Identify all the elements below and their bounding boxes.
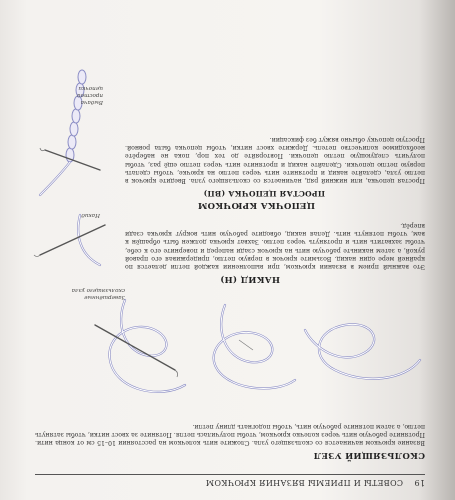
slip-knot-heading: СКОЛЬЗЯЩИЙ УЗЕЛ [313, 450, 425, 460]
yarn-over-heading: НАКИД (Н) [219, 274, 280, 284]
running-header [35, 474, 425, 488]
slip-knot-step-3 [95, 300, 185, 392]
slip-knot-step-1 [305, 324, 420, 378]
slip-knot-text: Вязание крючком начинается со скользящего узла. Сложите нить колечком на расстоянии 10–15 см от конца нити. Протяните рабочую нить через колечко крючком, чтобы получилась петля. Потяните за хвост нитки, чтобы затянуть петлю, а затем потяните рабочую нить, чтобы подогнать длину петли. [35, 422, 425, 446]
slip-knot-caption: Завершённые скользящего узла [71, 287, 125, 300]
chain-heading: ЦЕПОЧКА КРЮЧКОМ [197, 200, 315, 210]
chain-illustration [30, 50, 110, 200]
slip-knot-illustrations [35, 290, 425, 400]
chain-subheading: ПРОСТАЯ ЦЕПОЧКА (ВП) [203, 189, 325, 198]
page-number: 19 [414, 478, 425, 487]
chain-text: Простая цепочка, или нижний ряд, начинается со скользящего узла. Введите крючок в петлю узла, сделайте накид и протяните нить через петлю на крючке, чтобы сделать первую петлю цепочки. Сделайте накид и протяните нить через петлю ещё раз, чтобы получить следующую петлю цепочки. Повторяйте до тех пор, пока не наберёте необходимое количество петель. Держите хвост нитки, чтобы цепочка была ровной. Простую цепочку обычно вяжут без фиксации. [125, 135, 425, 184]
header-rule [35, 474, 425, 475]
slip-knot-step-2 [214, 305, 295, 388]
chain-caption: Выдача простой цепочки [77, 85, 103, 105]
yarn-over-text: Это важный прием в вязании крючком, при выполнении каждой петли делается по крайней мере один накид. Возьмите крючок в первую петлю, придерживая его правой рукой, а затем накиньте рабочую нить на крючок сзади наперед и поверните его к себе, чтобы захватить нить и протянуть через петлю. Захват крючка должен быть обращён к вам, чтобы потянуть нить. Делая накид, обводите рабочую нить вокруг крючка сзади вперёд. [125, 221, 425, 270]
yarn-over-caption: Накид [81, 212, 100, 218]
running-title: СОВЕТЫ И ПРИЕМЫ ВЯЗАНИЯ КРЮЧКОМ [205, 478, 403, 487]
